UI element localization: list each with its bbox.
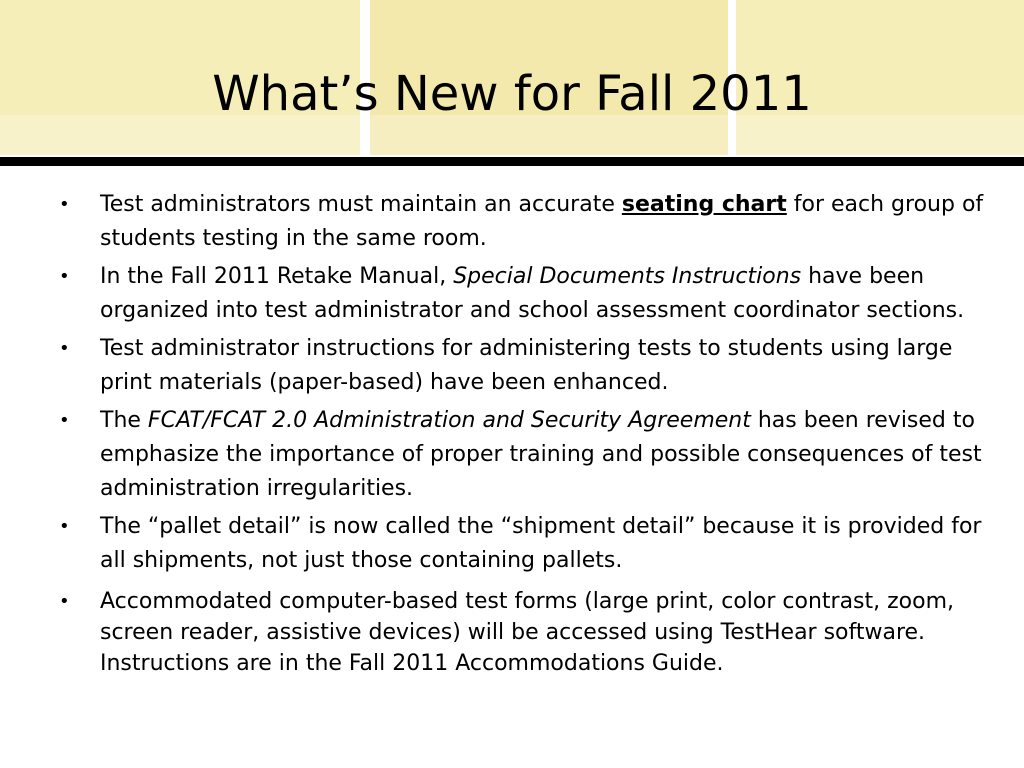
bullet-item-security-agreement [56,404,1006,506]
security-agreement-title: FCAT/FCAT 2.0 Administration and Security Agreement [147,408,751,433]
title-divider-rule [0,157,1024,166]
bullet-dot-icon: • [59,410,70,431]
bullet-text: Test administrator instructions for administering tests to students using large print materials (paper-based) have been enhanced. [100,336,953,395]
bullet-item-accommodated-forms [56,586,1006,679]
bullet-item-large-print [56,332,1006,400]
bullet-item-seating-chart [56,188,1006,256]
bullet-dot-icon: • [59,338,70,359]
bullet-dot-icon: • [59,266,70,287]
bullet-dot-icon: • [59,591,70,612]
bullet-text-before: The [100,408,148,433]
bullet-text-after: for each group of students testing in the same room. [100,192,984,251]
seating-chart-emphasis: seating chart [621,192,787,217]
bullet-text: The “pallet detail” is now called the “shipment detail” because it is provided for all shipments, not just those containing pallets. [100,514,982,573]
bullet-text: Accommodated computer-based test forms (large print, color contrast, zoom, screen reader, assistive devices) will be accessed using TestHear software. Instructions are in the Fall 2011 Accommodations Guide. [100,589,955,676]
bullet-text-before: In the Fall 2011 Retake Manual, [100,264,454,289]
slide-title: What’s New for Fall 2011 [212,66,812,122]
bullet-dot-icon: • [59,194,70,215]
bullet-item-shipment-detail [56,510,1006,578]
title-header-band [0,0,1024,157]
bullet-list [56,188,1006,683]
bullet-item-retake-manual [56,260,1006,328]
special-documents-title: Special Documents Instructions [453,264,802,289]
bullet-text-after: have been organized into test administrator and school assessment coordinator sections. [100,264,965,323]
bullet-text-after: has been revised to emphasize the importance of proper training and possible consequences of test administration irregularities. [100,408,982,501]
bullet-dot-icon: • [59,516,70,537]
bullet-text-before: Test administrators must maintain an accurate [100,192,622,217]
